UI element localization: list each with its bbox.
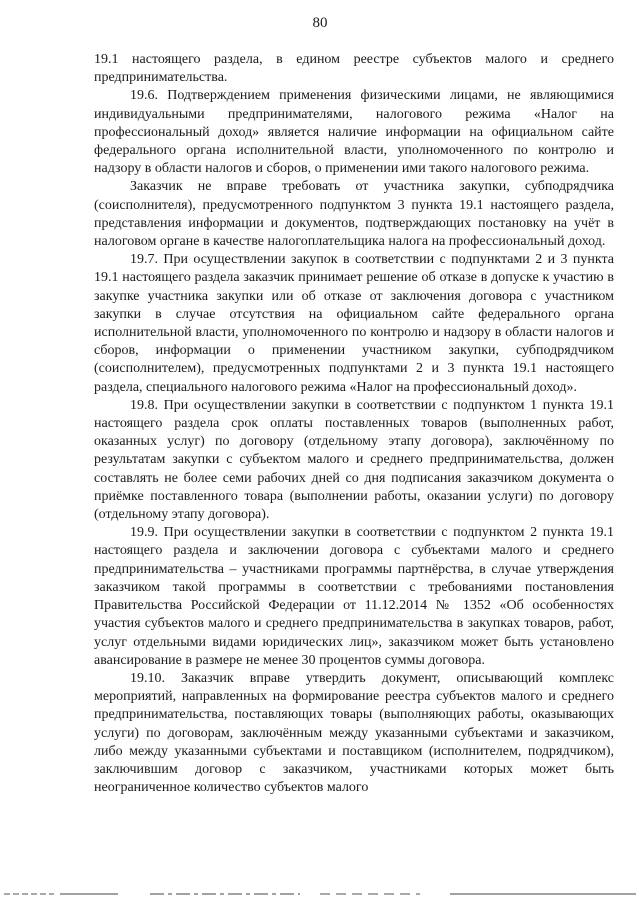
paragraph-19-7: 19.7. При осуществлении закупок в соответствии с подпунктами 2 и 3 пункта 19.1 настоящего раздела заказчик принимает решение об отказе в допуске к участию в закупке участника закупки или об отказе от заключения договора с участником закупки в случае отсутствия на официальном сайте федерального органа исполнительной власти, уполномоченного по контролю и надзору в области налогов и сборов, информации о применении участником закупки, субподрядчиком (соисполнителем), предусмотренных подпунктами 2 и 3 пункта 19.1 настоящего раздела, специального налогового режима «Налог на профессиональный доход». — [94, 252, 614, 395]
paragraph-19-6: 19.6. Подтверждением применения физическими лицами, не являющимися индивидуальными предпринимателями, налогового режима «Налог на профессиональный доход» является наличие информации на официальном сайте федерального органа исполнительной власти, уполномоченного по контролю и надзору в области налогов и сборов, о применении ими такого налогового режима. — [94, 88, 614, 177]
page-number: 80 — [312, 15, 328, 31]
paragraph-19-10: 19.10. Заказчик вправе утвердить документ, описывающий комплекс мероприятий, направленных на формирование реестра субъектов малого и среднего предпринимательства, поставляющих товары (выполняющих работы, оказывающих услуги) по договорам, заключённым между указанными субъектами и заказчиком, либо между указанными субъектами и поставщиком (исполнителем, подрядчиком), заключившим договор с заказчиком, участниками которых может быть неограниченное количество субъектов малого — [94, 670, 614, 796]
scan-footer-lines — [0, 891, 640, 899]
paragraph-19-9: 19.9. При осуществлении закупки в соответствии с подпунктом 2 пункта 19.1 настоящего раздела и заключении договора с субъектами малого и среднего предпринимательства – участниками программы партнёрства, в случае утверждения заказчиком такой программы в соответствии с требованиями постановления Правительства Российской Федерации от 11.12.2014 № 1352 «Об особенностях участия субъектов малого и среднего предпринимательства в закупках товаров, работ, услуг отдельными видами юридических лиц», заказчиком может быть установлено авансирование в размере не менее 30 процентов суммы договора. — [94, 525, 614, 668]
paragraph-customer-restriction: Заказчик не вправе требовать от участника закупки, субподрядчика (соисполнителя), предусмотренного подпунктом 3 пункта 19.1 настоящего раздела, представления информации и документов, подтверждающих постановку на учёт в налоговом органе в качестве налогоплательщика налога на профессиональный доход. — [94, 179, 614, 250]
document-body — [94, 51, 614, 797]
paragraph-19-8: 19.8. При осуществлении закупки в соответствии с подпунктом 1 пункта 19.1 настоящего раздела срок оплаты поставленных товаров (выполненных работ, оказанных услуг) по договору (отдельному этапу договора), заключённому по результатам закупки с субъектом малого и среднего предпринимательства, должен составлять не более семи рабочих дней со дня подписания заказчиком документа о приёмке поставленного товара (выполнении работы, оказании услуги) по договору (отдельному этапу договора). — [94, 397, 614, 523]
paragraph-continuation: 19.1 настоящего раздела, в едином реестре субъектов малого и среднего предпринимательства. — [94, 52, 614, 86]
